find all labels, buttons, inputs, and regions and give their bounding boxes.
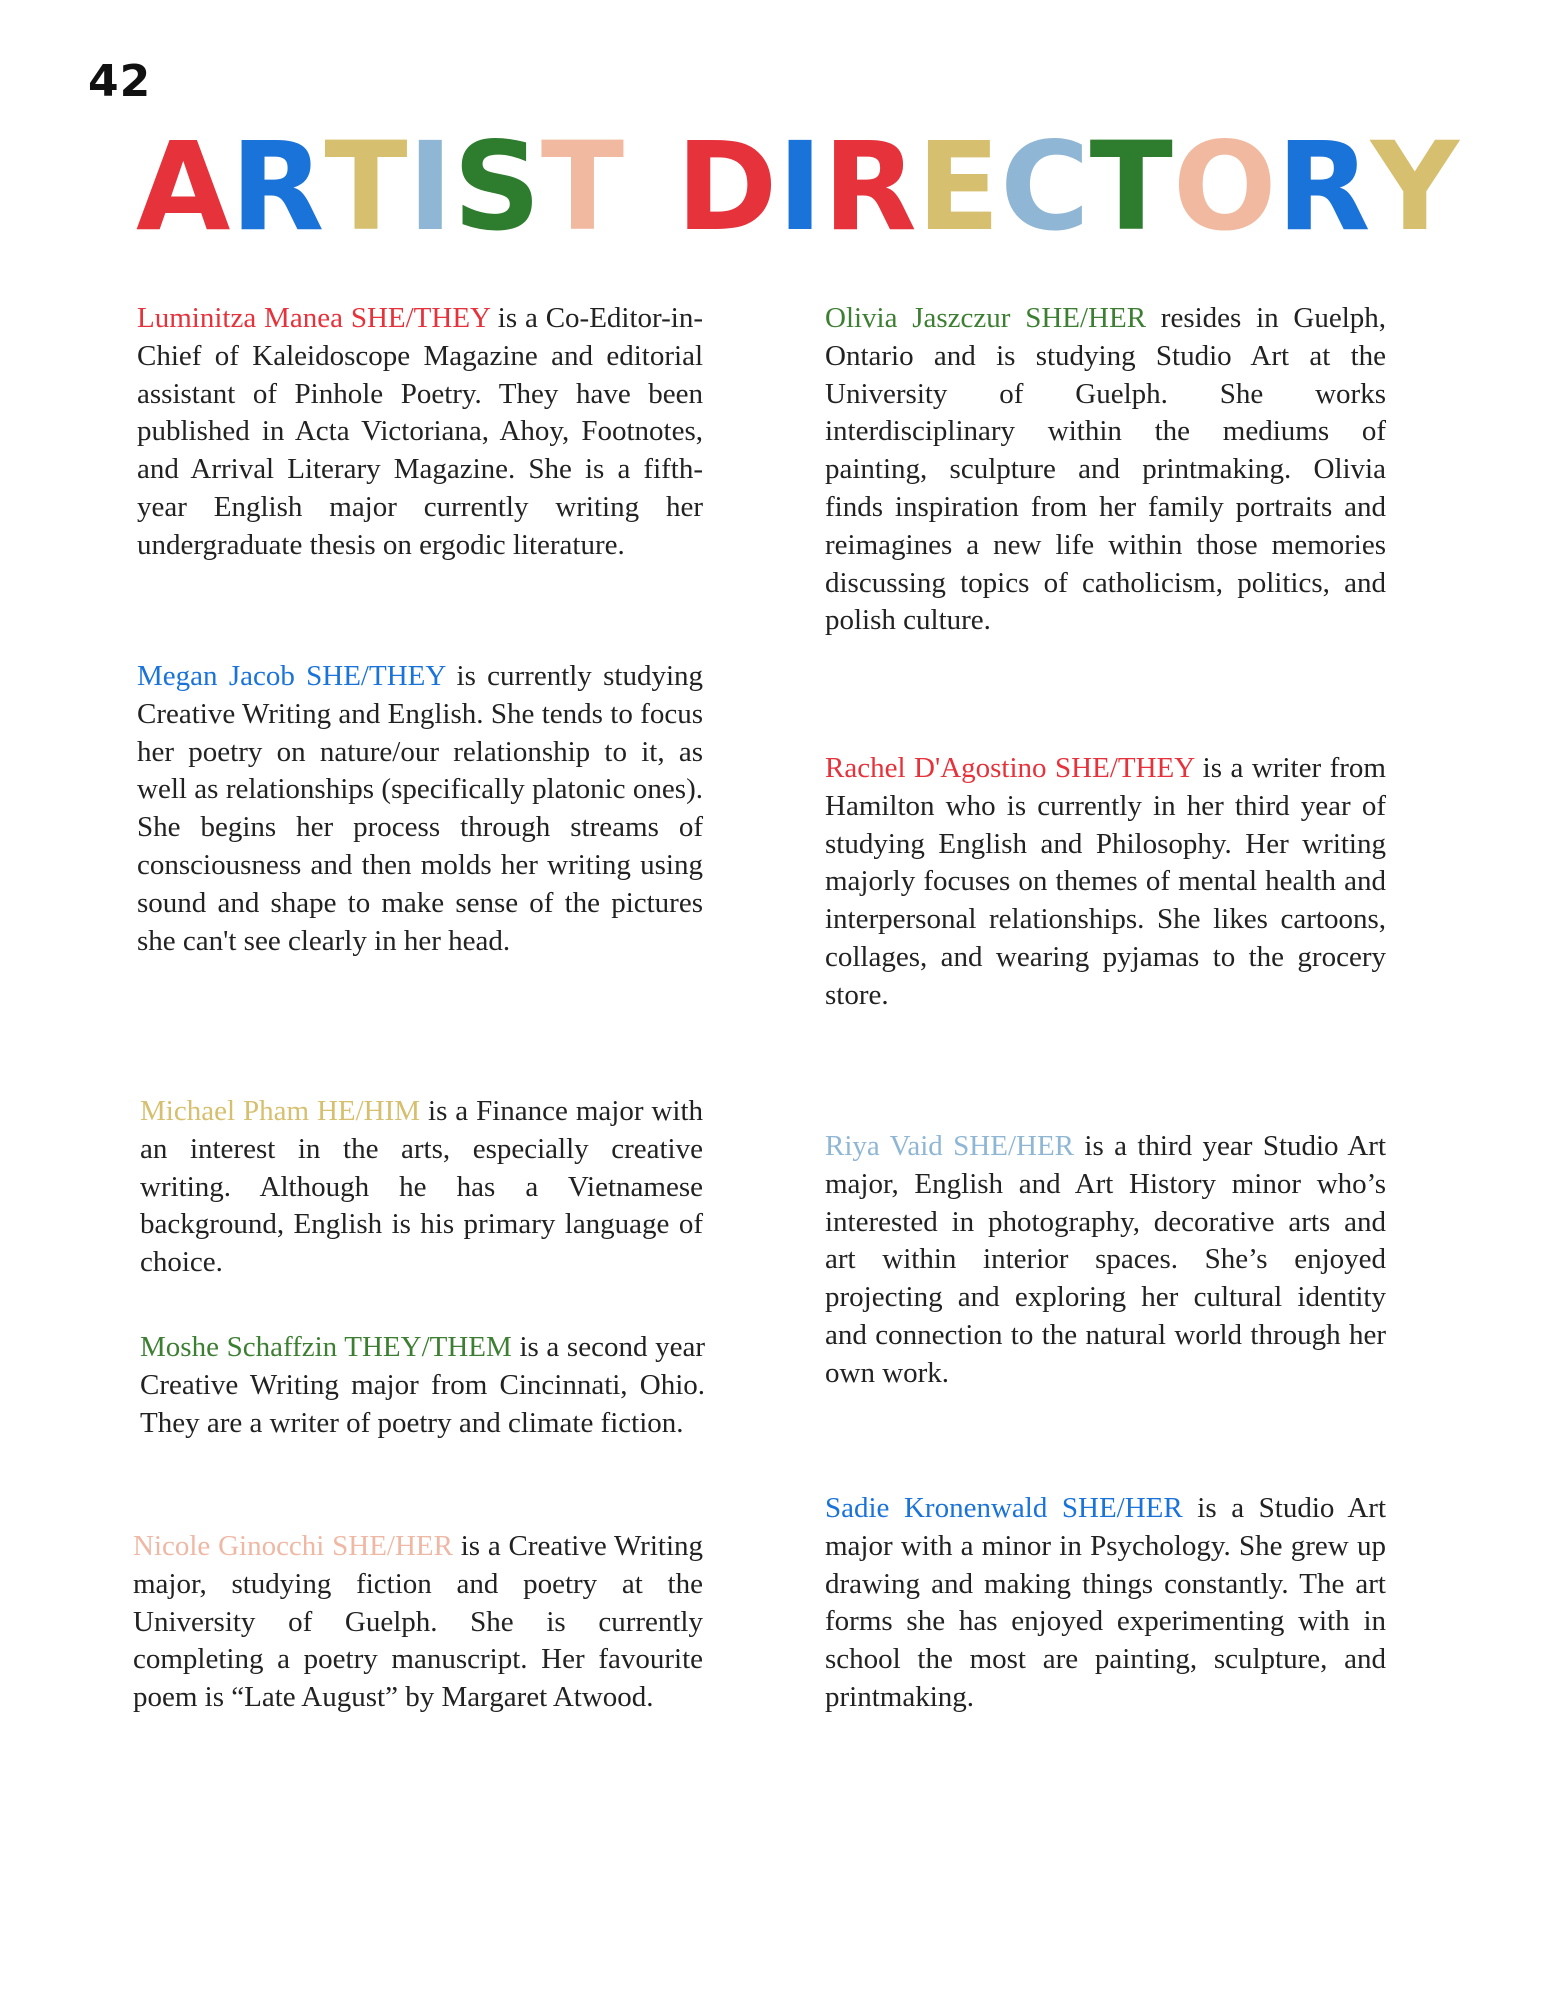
artist-bio: is a Studio Art major with a minor in Psychology. She grew up drawing and making things constantly. The art forms she has enjoyed experimenting with in school the most are painting, sculpture, and printmaking. — [825, 1492, 1387, 1713]
artist-name: Riya Vaid SHE/HER — [825, 1130, 1075, 1162]
artist-entry-rachel — [825, 750, 1386, 1015]
artist-name: Megan Jacob SHE/THEY — [137, 660, 446, 692]
page-number: 42 — [88, 56, 152, 107]
artist-entry-sadie — [825, 1490, 1386, 1717]
artist-name: Rachel D'Agostino SHE/THEY — [825, 752, 1195, 784]
artist-name: Sadie Kronenwald SHE/HER — [825, 1492, 1183, 1524]
artist-bio: is a third year Studio Art major, English and Art History minor who’s interested in photography, decorative arts and art within interior spaces. She’s enjoyed projecting and exploring her cultural identity and connection to the natural world through her own work. — [825, 1130, 1386, 1389]
artist-entry-riya — [825, 1128, 1386, 1393]
title-letter: S — [453, 116, 541, 258]
title-letter: T — [1089, 116, 1173, 258]
artist-name: Moshe Schaffzin THEY/THEM — [140, 1331, 512, 1363]
artist-entry-nicole — [133, 1528, 703, 1717]
title-letter: E — [916, 116, 1001, 258]
title-letter: O — [1172, 116, 1277, 258]
artist-name: Michael Pham HE/HIM — [140, 1095, 421, 1127]
artist-bio: is a Creative Writing major, studying fiction and poetry at the University of Guelph. She is currently completing a poetry manuscript. Her favourite poem is “Late August” by Margaret Atwood. — [133, 1530, 703, 1714]
artist-entry-olivia — [825, 300, 1386, 640]
artist-entry-michael — [140, 1093, 703, 1282]
artist-name: Olivia Jaszczur SHE/HER — [825, 302, 1147, 334]
artist-bio: is a writer from Hamilton who is currently in her third year of studying English and Philosophy. Her writing majorly focuses on themes of mental health and interpersonal relationships. She likes cartoons, collages, and wearing pyjamas to the grocery store. — [825, 752, 1386, 1011]
title-letter: Y — [1370, 116, 1459, 258]
title-letter: C — [1000, 116, 1090, 258]
title-letter: I — [777, 116, 823, 258]
artist-bio: is a Finance major with an interest in the arts, especially creative writing. Although he has a Vietnamese background, English is his primary language of choice. — [140, 1095, 703, 1279]
title-letter: D — [676, 116, 778, 258]
title-letter: R — [230, 116, 325, 258]
title-letter: T — [324, 116, 408, 258]
title-letter: I — [407, 116, 454, 258]
artist-bio: is currently studying Creative Writing and English. She tends to focus her poetry on nature/our relationship to it, as well as relationships (specifically platonic ones). She begins her process through streams of consciousness and then molds her writing using sound and shape to make sense of the pictures she can't see clearly in her head. — [137, 660, 703, 957]
artist-bio: resides in Guelph, Ontario and is studying Studio Art at the University of Guelph. She works interdisciplinary within the mediums of painting, sculpture and printmaking. Olivia finds inspiration from her family portraits and reimagines a new life within those memories discussing topics of catholicism, politics, and polish culture. — [825, 302, 1386, 637]
artist-entry-luminitza — [137, 300, 703, 565]
title-letter: R — [822, 116, 917, 258]
artist-entry-megan — [137, 658, 703, 960]
artist-name: Luminitza Manea SHE/THEY — [137, 302, 490, 334]
title-letter: R — [1276, 116, 1371, 258]
artist-bio: is a Co-Editor-in-Chief of Kaleidoscope Magazine and editorial assistant of Pinhole Poetry. They have been published in Acta Victoriana, Ahoy, Footnotes, and Arrival Literary Magazine. She is a fifth-year English major currently writing her undergraduate thesis on ergodic literature. — [137, 302, 703, 561]
artist-name: Nicole Ginocchi SHE/HER — [133, 1530, 453, 1562]
artist-bio: is a second year Creative Writing major from Cincinnati, Ohio. They are a writer of poetry and climate fiction. — [140, 1331, 705, 1439]
title-letter: A — [136, 116, 231, 258]
artist-entry-moshe — [140, 1329, 705, 1442]
page-title — [136, 116, 1459, 258]
title-letter: T — [540, 116, 625, 258]
